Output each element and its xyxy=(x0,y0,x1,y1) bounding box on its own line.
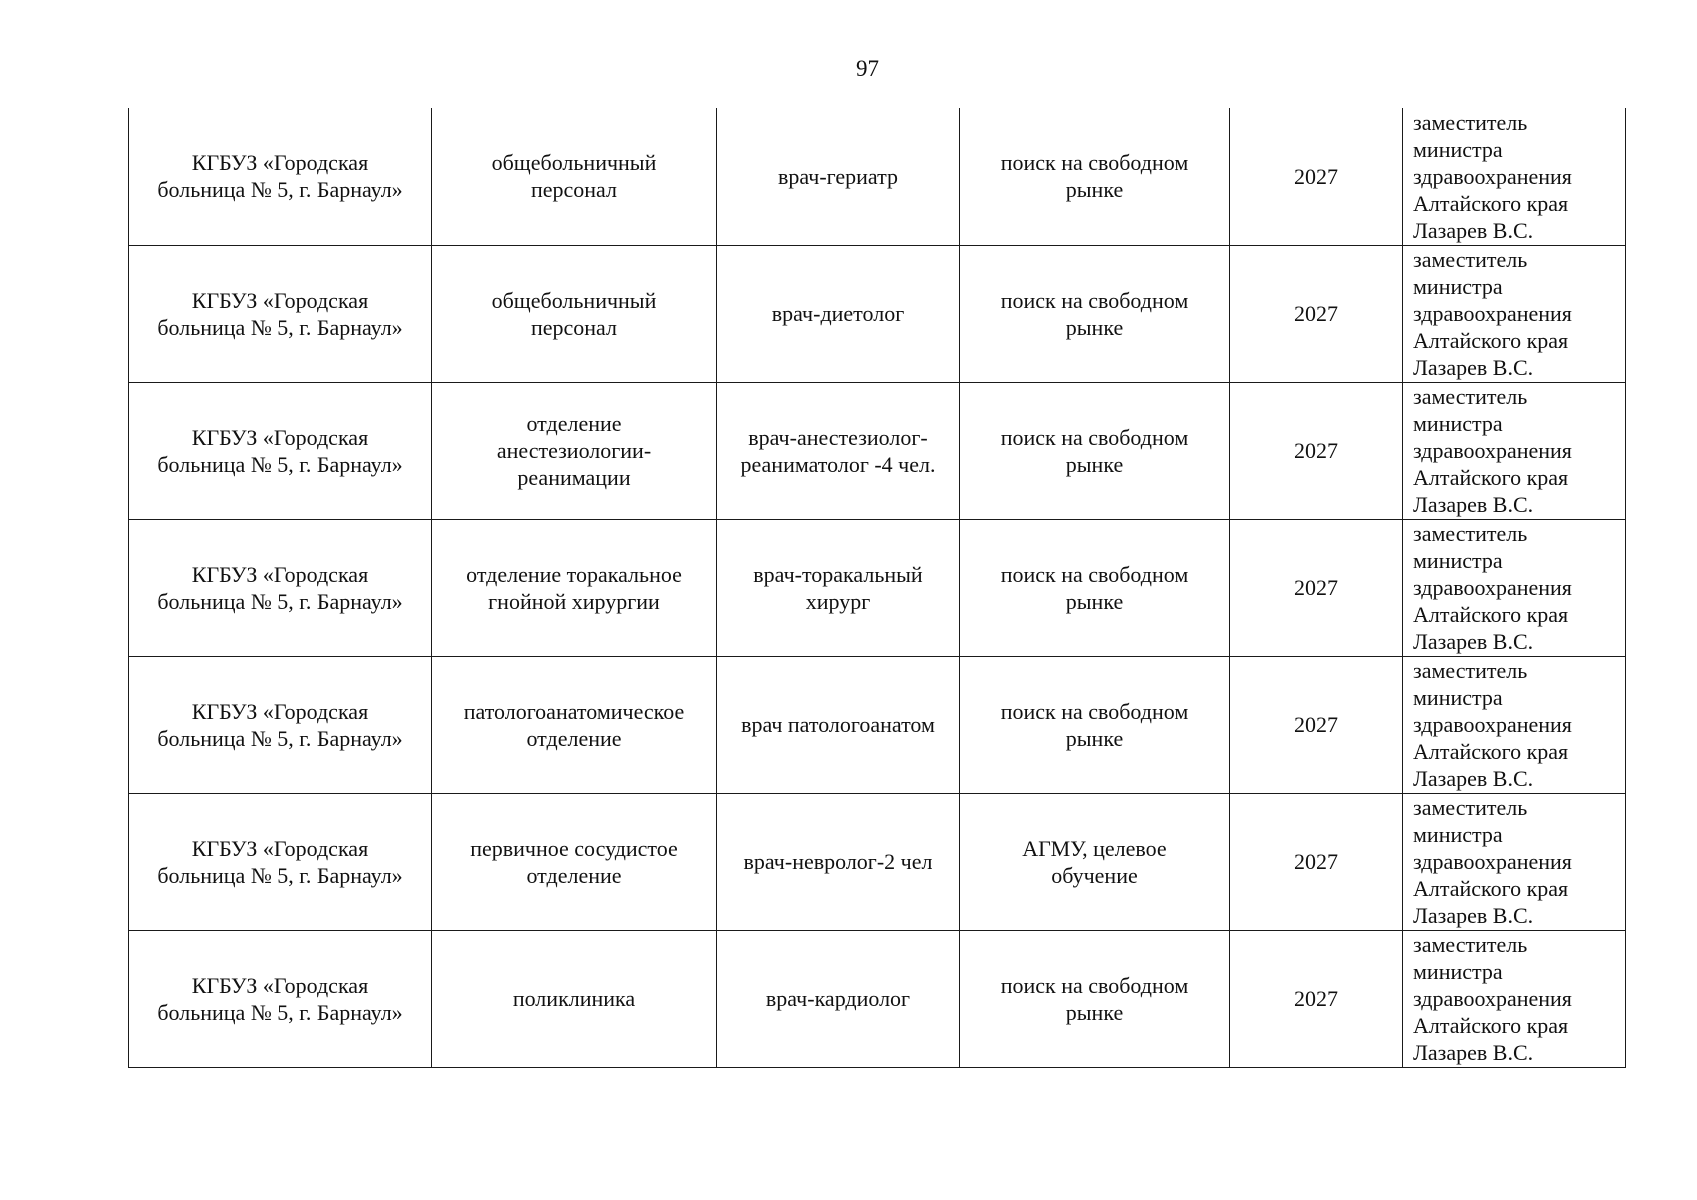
responsible-cell: заместитель министра здравоохранения Алтайского края Лазарев В.С. xyxy=(1403,245,1626,382)
department-cell: поликлиника xyxy=(432,930,717,1067)
organization-cell: КГБУЗ «Городская больница № 5, г. Барнаул» xyxy=(129,519,432,656)
responsible-cell: заместитель министра здравоохранения Алтайского края Лазарев В.С. xyxy=(1403,793,1626,930)
department-cell: отделение торакальное гнойной хирургии xyxy=(432,519,717,656)
position-cell: врач патологоанатом xyxy=(717,656,960,793)
responsible-cell: заместитель министра здравоохранения Алтайского края Лазарев В.С. xyxy=(1403,108,1626,245)
department-cell: патологоанатомическое отделение xyxy=(432,656,717,793)
year-cell: 2027 xyxy=(1230,656,1403,793)
department-cell: общебольничный персонал xyxy=(432,245,717,382)
responsible-cell: заместитель министра здравоохранения Алтайского края Лазарев В.С. xyxy=(1403,519,1626,656)
organization-cell: КГБУЗ «Городская больница № 5, г. Барнаул» xyxy=(129,930,432,1067)
responsible-cell: заместитель министра здравоохранения Алтайского края Лазарев В.С. xyxy=(1403,382,1626,519)
source-cell: АГМУ, целевое обучение xyxy=(960,793,1230,930)
table-row xyxy=(129,245,1626,382)
department-cell: отделение анестезиологии- реанимации xyxy=(432,382,717,519)
source-cell: поиск на свободном рынке xyxy=(960,656,1230,793)
year-cell: 2027 xyxy=(1230,108,1403,245)
year-cell: 2027 xyxy=(1230,382,1403,519)
table-row xyxy=(129,930,1626,1067)
year-cell: 2027 xyxy=(1230,930,1403,1067)
source-cell: поиск на свободном рынке xyxy=(960,108,1230,245)
staffing-table xyxy=(128,108,1626,1068)
position-cell: врач-гериатр xyxy=(717,108,960,245)
year-cell: 2027 xyxy=(1230,519,1403,656)
position-cell: врач-торакальный хирург xyxy=(717,519,960,656)
source-cell: поиск на свободном рынке xyxy=(960,245,1230,382)
department-cell: общебольничный персонал xyxy=(432,108,717,245)
table-body xyxy=(129,108,1626,1067)
responsible-cell: заместитель министра здравоохранения Алтайского края Лазарев В.С. xyxy=(1403,656,1626,793)
year-cell: 2027 xyxy=(1230,245,1403,382)
position-cell: врач-невролог-2 чел xyxy=(717,793,960,930)
table-row xyxy=(129,656,1626,793)
table-row xyxy=(129,382,1626,519)
department-cell: первичное сосудистое отделение xyxy=(432,793,717,930)
organization-cell: КГБУЗ «Городская больница № 5, г. Барнаул» xyxy=(129,108,432,245)
source-cell: поиск на свободном рынке xyxy=(960,519,1230,656)
table-row xyxy=(129,108,1626,245)
organization-cell: КГБУЗ «Городская больница № 5, г. Барнаул» xyxy=(129,382,432,519)
organization-cell: КГБУЗ «Городская больница № 5, г. Барнаул» xyxy=(129,656,432,793)
page-number: 97 xyxy=(856,56,879,81)
position-cell: врач-диетолог xyxy=(717,245,960,382)
organization-cell: КГБУЗ «Городская больница № 5, г. Барнаул» xyxy=(129,245,432,382)
year-cell: 2027 xyxy=(1230,793,1403,930)
position-cell: врач-кардиолог xyxy=(717,930,960,1067)
position-cell: врач-анестезиолог- реаниматолог -4 чел. xyxy=(717,382,960,519)
organization-cell: КГБУЗ «Городская больница № 5, г. Барнаул» xyxy=(129,793,432,930)
table-row xyxy=(129,519,1626,656)
responsible-cell: заместитель министра здравоохранения Алтайского края Лазарев В.С. xyxy=(1403,930,1626,1067)
source-cell: поиск на свободном рынке xyxy=(960,382,1230,519)
table-row xyxy=(129,793,1626,930)
source-cell: поиск на свободном рынке xyxy=(960,930,1230,1067)
